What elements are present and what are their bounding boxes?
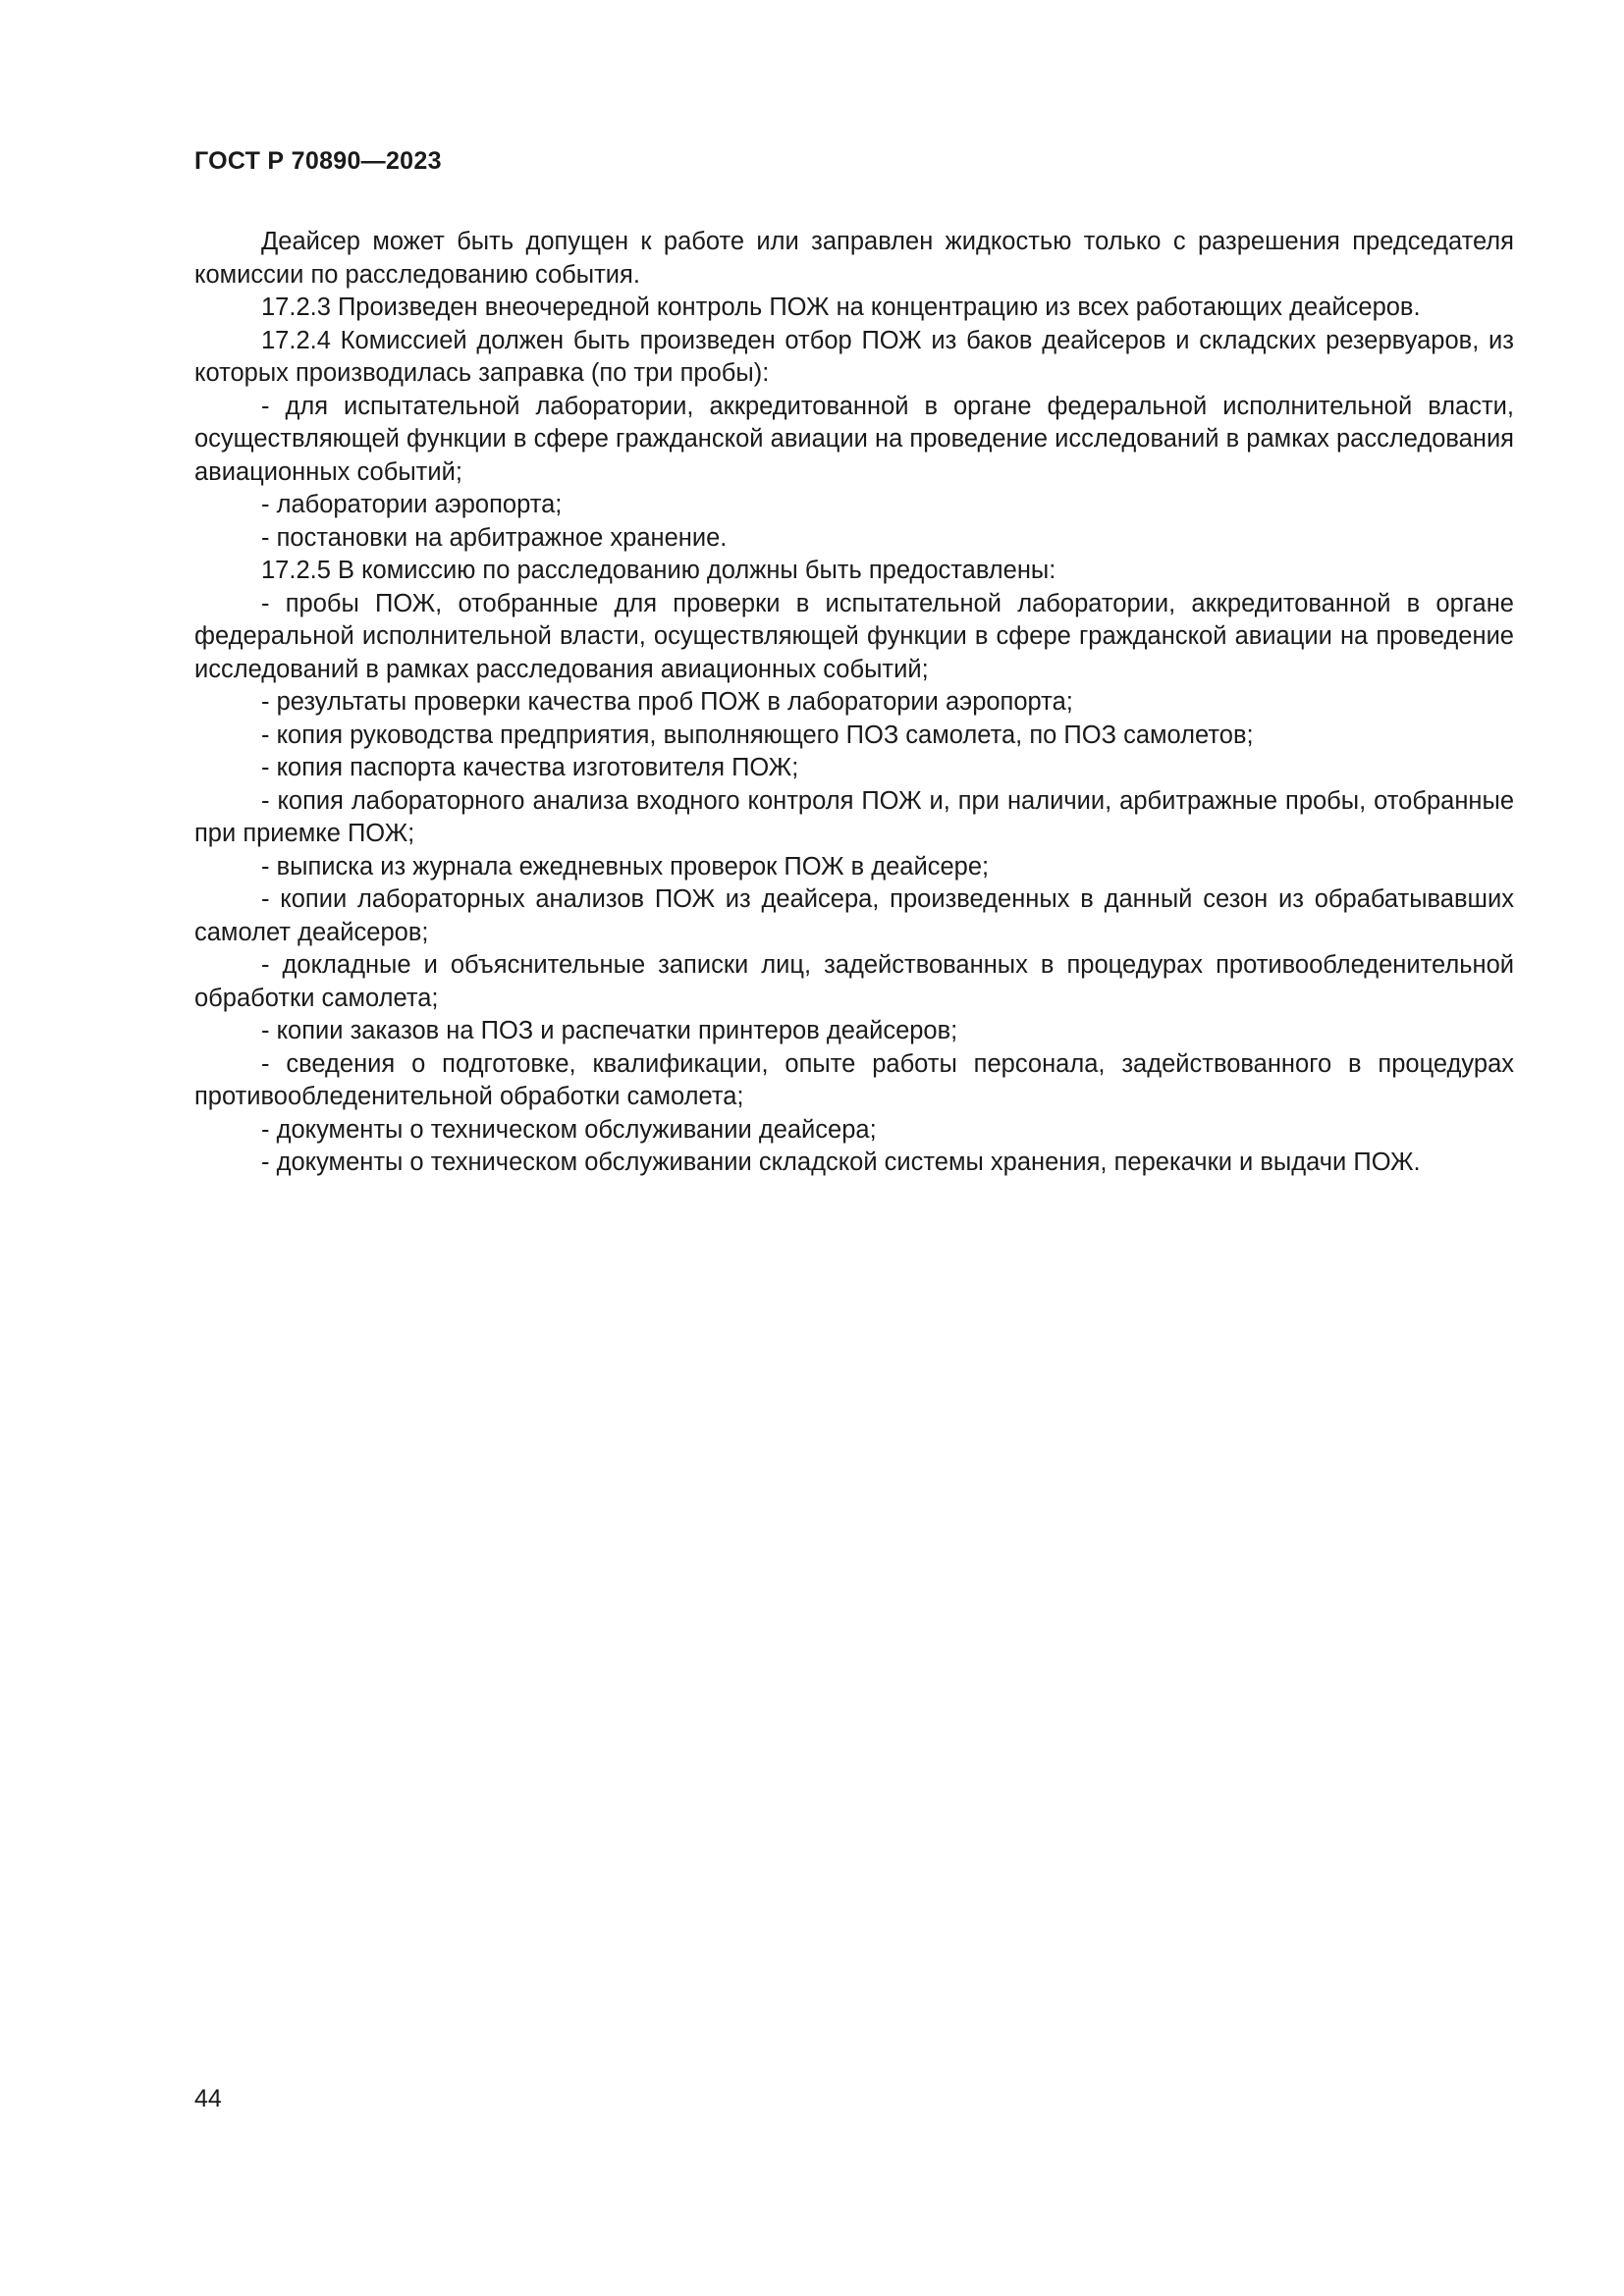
list-item: - документы о техническом обслуживании деайсера;: [261, 1115, 877, 1144]
paragraph: 17.2.4 Комиссией должен быть произведен отбор ПОЖ из баков деайсеров и складских резервуаров, из которых производилась заправка (по три пробы):: [194, 326, 1514, 387]
list-item: - копии лабораторных анализов ПОЖ из деайсера, произведенных в данный сезон из обрабатывавших самолет деайсеров;: [194, 885, 1514, 946]
list-item: - лаборатории аэропорта;: [261, 491, 563, 518]
list-item: - документы о техническом обслуживании складской системы хранения, перекачки и выдачи ПОЖ.: [261, 1148, 1421, 1176]
page-number: 44: [194, 2085, 222, 2112]
paragraph: Деайсер может быть допущен к работе или заправлен жидкостью только с разрешения председателя комиссии по расследованию события.: [194, 228, 1514, 289]
list-item: - докладные и объяснительные записки лиц, задействованных в процедурах противообледенительной обработки самолета;: [194, 951, 1514, 1012]
list-item: - копии заказов на ПОЗ и распечатки принтеров деайсеров;: [261, 1017, 958, 1044]
paragraph: 17.2.5 В комиссию по расследованию должны быть предоставлены:: [261, 557, 1056, 584]
document-body: [194, 226, 1514, 1180]
document-header: ГОСТ Р 70890—2023: [194, 147, 442, 175]
paragraph: 17.2.3 Произведен внеочередной контроль ПОЖ на концентрацию из всех работающих деайсеров.: [261, 294, 1421, 321]
list-item: - копия лабораторного анализа входного контроля ПОЖ и, при наличии, арбитражные пробы, отобранные при приемке ПОЖ;: [194, 786, 1514, 847]
list-item: - копия руководства предприятия, выполняющего ПОЗ самолета, по ПОЗ самолетов;: [261, 721, 1254, 749]
list-item: - для испытательной лаборатории, аккредитованной в органе федеральной исполнительной власти, осуществляющей функции в сфере гражданской авиации на проведение исследований в рамках расследования авиационных событий;: [194, 392, 1514, 486]
list-item: - результаты проверки качества проб ПОЖ в лаборатории аэропорта;: [261, 688, 1073, 716]
list-item: - выписка из журнала ежедневных проверок ПОЖ в деайсере;: [261, 852, 990, 881]
list-item: - постановки на арбитражное хранение.: [261, 523, 728, 552]
list-item: - пробы ПОЖ, отобранные для проверки в испытательной лаборатории, аккредитованной в органе федеральной исполнительной власти, осуществляющей функции в сфере гражданской авиации на проведение исследований в рамках расследования авиационных событий;: [194, 589, 1514, 683]
list-item: - копия паспорта качества изготовителя ПОЖ;: [261, 754, 799, 781]
list-item: - сведения о подготовке, квалификации, опыте работы персонала, задействованного в процедурах противообледенительной обработки самолета;: [194, 1049, 1514, 1110]
